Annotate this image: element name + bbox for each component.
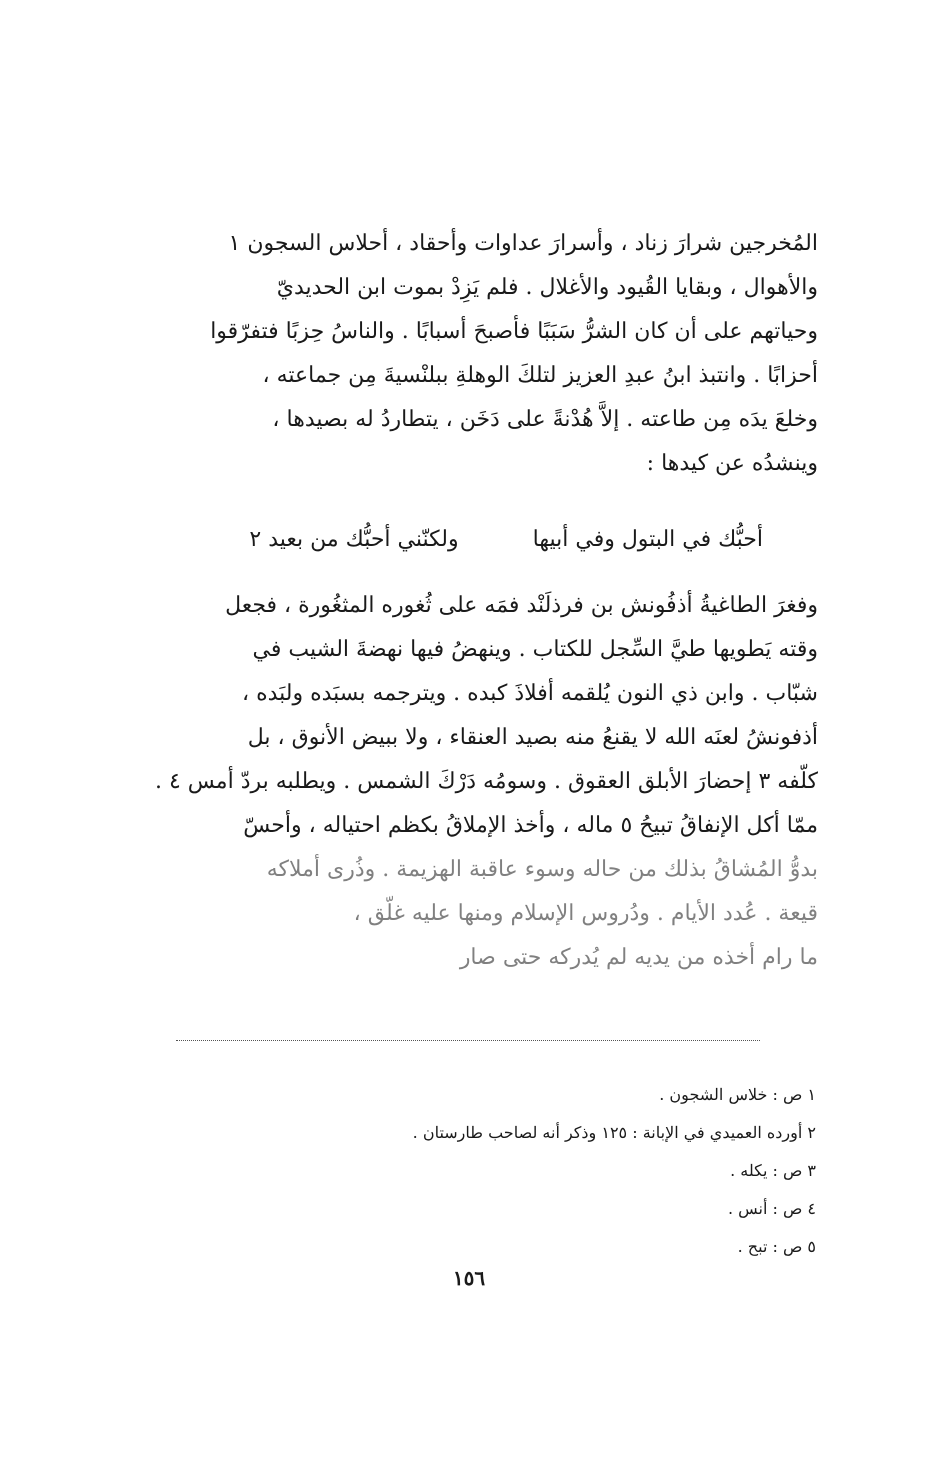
text-line: وفغرَ الطاغيةُ أذفُونش بن فرذلَنْد فمَه على ثُغوره المثغُورة ، فجعل — [225, 593, 818, 618]
text-line: قيعة . عُدد الأيام . ودُروس الإسلام ومنها عليه غلّق ، — [353, 901, 818, 926]
footnote: ٣ ص : يكله . — [730, 1161, 816, 1180]
footnote-separator — [176, 1040, 760, 1041]
text-line: بدوُّ المُشاقُ بذلك من حاله وسوء عاقبة الهزيمة . وذُرى أملاكه — [266, 857, 818, 882]
text-line: وحياتهم على أن كان الشرُّ سَبَبًا فأصبحَ أسبابًا . والناسُ حِزبًا فتفرّقوا — [210, 319, 818, 344]
text-line: كلّفه ٣ إحضارَ الأبلق العقوق . وسومُه دَرْكَ الشمس . ويطلبه بردّ أمس ٤ . — [154, 769, 818, 794]
text-line: وينشدُه عن كيدها : — [646, 451, 818, 476]
page-number: ١٥٦ — [452, 1266, 486, 1290]
footnotes — [116, 1076, 816, 1266]
verse-first-hemistich: أحبُّك في البتول وفي أبيها — [532, 527, 763, 552]
footnote: ٤ ص : أنس . — [727, 1199, 816, 1218]
text-line: ما رام أخذه من يديه لم يُدركه حتى صار — [459, 945, 818, 970]
footnote: ١ ص : خلاس الشجون . — [659, 1085, 816, 1104]
text-line: أحزابًا . وانتبذ ابنُ عبدِ العزيز لتلكَ الوهلةِ ببلنْسيةَ مِن جماعته ، — [262, 363, 818, 388]
text-line: وخلعَ يدَه مِن طاعته . إلاَّ هُدْنةً على دَخَن ، يتطاردُ له بصيدها ، — [272, 407, 818, 432]
verse-second-hemistich: ولكنّني أحبُّك من بعيد ٢ — [249, 527, 459, 552]
text-line: المُخرجين شرارَ زناد ، وأسرارَ عداوات وأحقاد ، أحلاس السجون ١ — [228, 231, 818, 256]
footnote: ٥ ص : تبح . — [737, 1237, 816, 1256]
text-line: وقته يَطويها طيَّ السِّجل للكتاب . وينهضُ فيها نهضةَ الشيب في — [252, 637, 818, 662]
paragraph-1 — [118, 222, 818, 486]
footnote: ٢ أورده العميدي في الإبانة : ١٢٥ وذكر أنه لصاحب طارستان . — [412, 1123, 816, 1142]
text-line: والأهوال ، وبقايا القُيود والأغلال . فلم يَزِدْ بموت ابن الحديديّ — [276, 275, 818, 300]
paragraph-2 — [118, 584, 818, 980]
text-line: ممّا أكل الإنفاقُ تبيحُ ٥ ماله ، وأخذ الإملاقُ بكظم احتياله ، وأحسّ — [243, 813, 818, 838]
text-line: شبّاب . وابن ذي النون يُلقمه أفلاذَ كبده . ويترجمه بسبَده ولبَده ، — [241, 681, 818, 706]
text-line: أذفونشُ لعنَه الله لا يقنعُ منه بصيد العنقاء ، ولا ببيض الأنوق ، بل — [247, 725, 818, 750]
poetry-verse — [163, 518, 763, 562]
